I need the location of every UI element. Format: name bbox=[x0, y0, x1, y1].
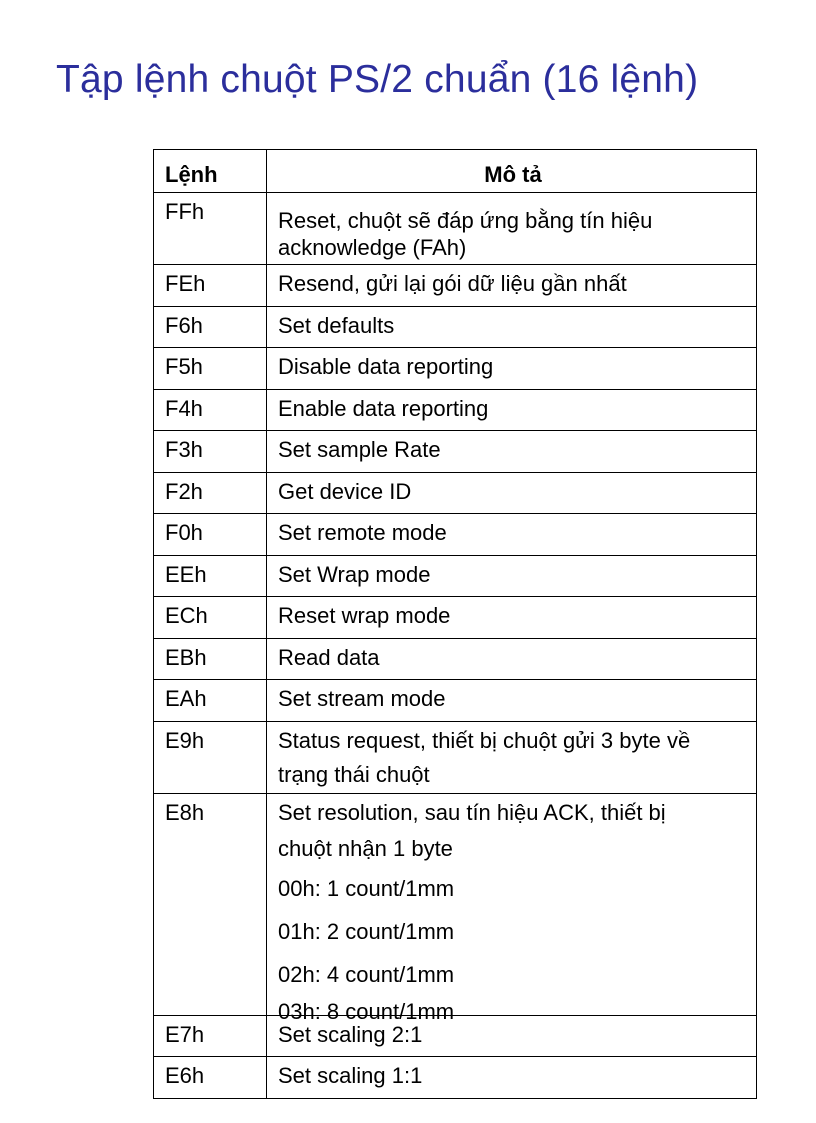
table-header-row bbox=[154, 150, 756, 192]
description-line: 01h: 2 count/1mm bbox=[278, 918, 455, 944]
description-cell bbox=[267, 556, 756, 597]
description-line: Disable data reporting bbox=[278, 354, 494, 379]
command-cell: EEh bbox=[154, 556, 267, 597]
description-cell bbox=[267, 1016, 756, 1057]
table-row bbox=[154, 596, 756, 638]
description-cell bbox=[267, 722, 756, 793]
table-row bbox=[154, 472, 756, 514]
table-row bbox=[154, 679, 756, 721]
table-row bbox=[154, 389, 756, 431]
description-line: 03h: 8 count/1mm bbox=[278, 998, 455, 1024]
command-cell: F2h bbox=[154, 473, 267, 514]
description-cell bbox=[267, 1057, 756, 1098]
description-line: Enable data reporting bbox=[278, 395, 489, 421]
command-cell: EAh bbox=[154, 680, 267, 721]
table-row bbox=[154, 347, 756, 389]
header-description: Mô tả bbox=[484, 162, 542, 187]
description-line: Set scaling 1:1 bbox=[278, 1063, 423, 1088]
description-line: Read data bbox=[278, 644, 380, 670]
description-line: 00h: 1 count/1mm bbox=[278, 875, 455, 901]
command-cell: E9h bbox=[154, 722, 267, 793]
page-title: Tập lệnh chuột PS/2 chuẩn (16 lệnh) bbox=[56, 58, 699, 101]
description-line: Set resolution, sau tín hiệu ACK, thiết bị bbox=[278, 799, 666, 825]
table-row bbox=[154, 793, 756, 1024]
header-command: Lệnh bbox=[154, 150, 267, 192]
table-row bbox=[154, 192, 756, 264]
description-cell bbox=[267, 597, 756, 638]
description-cell bbox=[267, 680, 756, 721]
description-cell bbox=[267, 193, 756, 264]
description-line: Set Wrap mode bbox=[278, 561, 431, 587]
description-line: trạng thái chuột bbox=[278, 761, 430, 787]
description-cell bbox=[267, 473, 756, 514]
description-cell bbox=[267, 639, 756, 680]
description-line: Get device ID bbox=[278, 478, 412, 504]
description-cell bbox=[267, 794, 756, 1024]
table-row bbox=[154, 430, 756, 472]
description-cell bbox=[267, 307, 756, 348]
description-line: Set defaults bbox=[278, 312, 395, 338]
table-row bbox=[154, 513, 756, 555]
description-line: Set scaling 2:1 bbox=[278, 1021, 423, 1047]
table-row bbox=[154, 638, 756, 680]
description-line: 02h: 4 count/1mm bbox=[278, 961, 455, 987]
description-line: Resend, gửi lại gói dữ liệu gần nhất bbox=[278, 271, 627, 296]
table-row bbox=[154, 555, 756, 597]
description-cell bbox=[267, 348, 756, 389]
description-line: Set remote mode bbox=[278, 520, 447, 545]
command-cell: FEh bbox=[154, 265, 267, 306]
description-line: Set sample Rate bbox=[278, 437, 441, 462]
description-line: Status request, thiết bị chuột gửi 3 byte về bbox=[278, 727, 691, 753]
description-cell bbox=[267, 265, 756, 306]
command-cell: F0h bbox=[154, 514, 267, 555]
command-cell: ECh bbox=[154, 597, 267, 638]
table-row bbox=[154, 264, 756, 306]
description-cell bbox=[267, 514, 756, 555]
description-line: chuột nhận 1 byte bbox=[278, 835, 453, 861]
table-row bbox=[154, 306, 756, 348]
command-table bbox=[153, 149, 757, 1099]
description-line: Reset, chuột sẽ đáp ứng bằng tín hiệu bbox=[278, 208, 653, 233]
command-cell: FFh bbox=[154, 193, 267, 264]
command-cell: F3h bbox=[154, 431, 267, 472]
command-cell: E6h bbox=[154, 1057, 267, 1098]
command-cell: F4h bbox=[154, 390, 267, 431]
command-cell: F6h bbox=[154, 307, 267, 348]
description-line: acknowledge (FAh) bbox=[278, 235, 467, 260]
command-cell: E8h bbox=[154, 794, 267, 1015]
command-cell: E7h bbox=[154, 1016, 267, 1057]
table-row bbox=[154, 721, 756, 793]
description-line: Reset wrap mode bbox=[278, 603, 451, 628]
description-line: Set stream mode bbox=[278, 686, 446, 711]
description-cell bbox=[267, 431, 756, 472]
command-cell: F5h bbox=[154, 348, 267, 389]
table-row bbox=[154, 1015, 756, 1057]
table-row bbox=[154, 1056, 756, 1098]
description-cell bbox=[267, 390, 756, 431]
command-cell: EBh bbox=[154, 639, 267, 680]
